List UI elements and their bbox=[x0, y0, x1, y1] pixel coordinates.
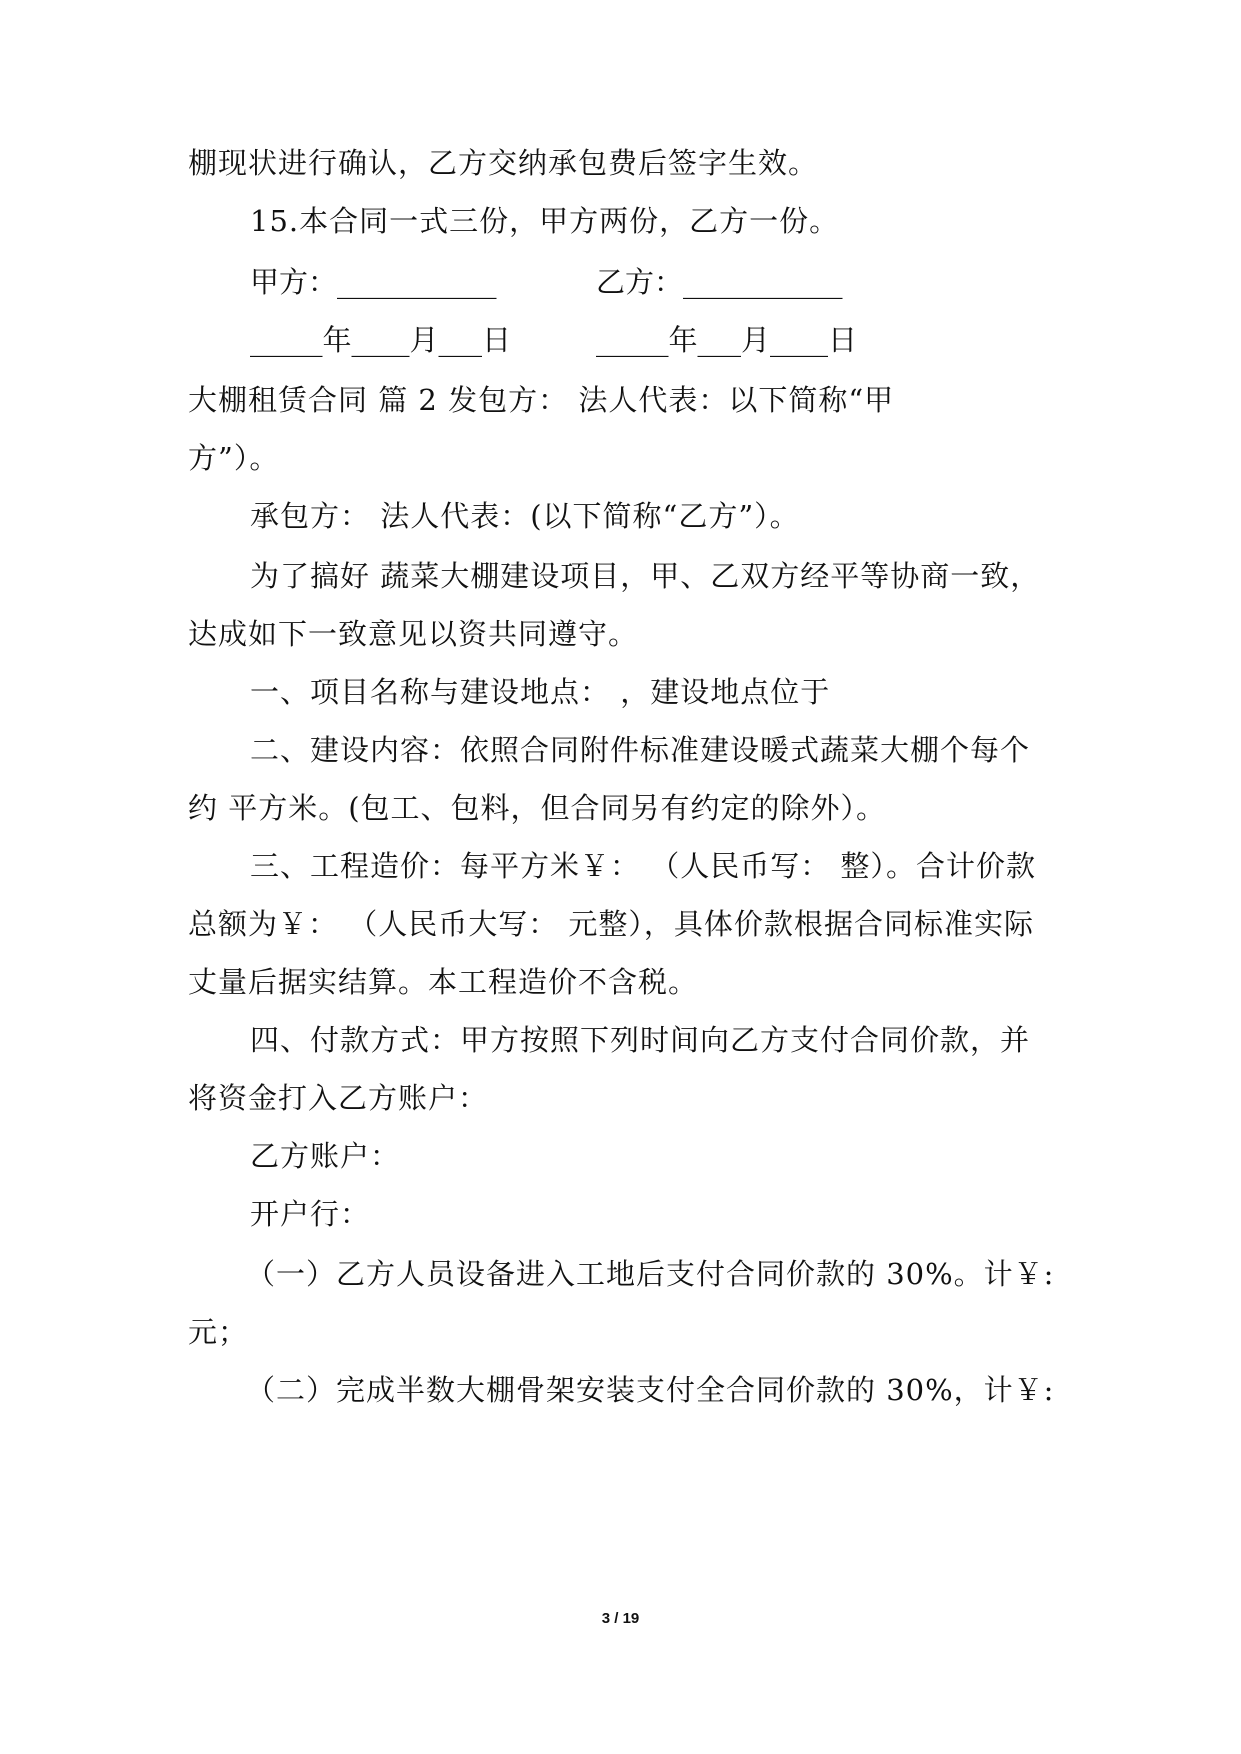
text-line: 元； bbox=[188, 1315, 249, 1349]
party-b-signature: 乙方：___________ bbox=[596, 265, 843, 299]
text-line: 为了搞好 蔬菜大棚建设项目，甲、乙双方经平等协商一致， bbox=[250, 559, 1041, 593]
text-line: 承包方： 法人代表：(以下简称“乙方”）。 bbox=[250, 499, 800, 533]
page-number: 3 / 19 bbox=[601, 1610, 640, 1627]
text-line: 将资金打入乙方账户： bbox=[188, 1081, 489, 1115]
party-b-date: _____年___月____日 bbox=[596, 323, 858, 357]
text-line: 总额为￥： （人民币大写： 元整），具体价款根据合同标准实际 bbox=[188, 907, 1034, 941]
party-a-signature: 甲方：___________ bbox=[250, 265, 497, 299]
text-line: 一、项目名称与建设地点： ，建设地点位于 bbox=[250, 675, 831, 709]
text-line: 达成如下一致意见以资共同遵守。 bbox=[188, 617, 639, 651]
text-line: 三、工程造价：每平方米￥： （人民币写： 整）。合计价款 bbox=[250, 849, 1036, 883]
text-line: 棚现状进行确认，乙方交纳承包费后签字生效。 bbox=[188, 146, 819, 180]
text-line: （二）完成半数大棚骨架安装支付全合同价款的 30%，计￥: bbox=[246, 1373, 1055, 1407]
text-line: 丈量后据实结算。本工程造价不含税。 bbox=[188, 965, 699, 999]
text-line: 开户行： bbox=[250, 1197, 371, 1231]
text-line: 乙方账户： bbox=[250, 1139, 401, 1173]
text-line: （一）乙方人员设备进入工地后支付合同价款的 30%。计￥: bbox=[246, 1257, 1055, 1291]
text-line: 方”）。 bbox=[188, 441, 280, 475]
party-a-date: _____年____月___日 bbox=[250, 323, 512, 357]
text-line: 二、建设内容：依照合同附件标准建设暖式蔬菜大棚个每个 bbox=[250, 733, 1031, 767]
section-heading: 大棚租赁合同 篇 2 发包方： 法人代表：以下简称“甲 bbox=[188, 383, 895, 417]
text-line: 约 平方米。(包工、包料，但合同另有约定的除外）。 bbox=[188, 791, 887, 825]
text-line: 15.本合同一式三份，甲方两份，乙方一份。 bbox=[250, 204, 840, 238]
text-line: 四、付款方式：甲方按照下列时间向乙方支付合同价款，并 bbox=[250, 1023, 1031, 1057]
